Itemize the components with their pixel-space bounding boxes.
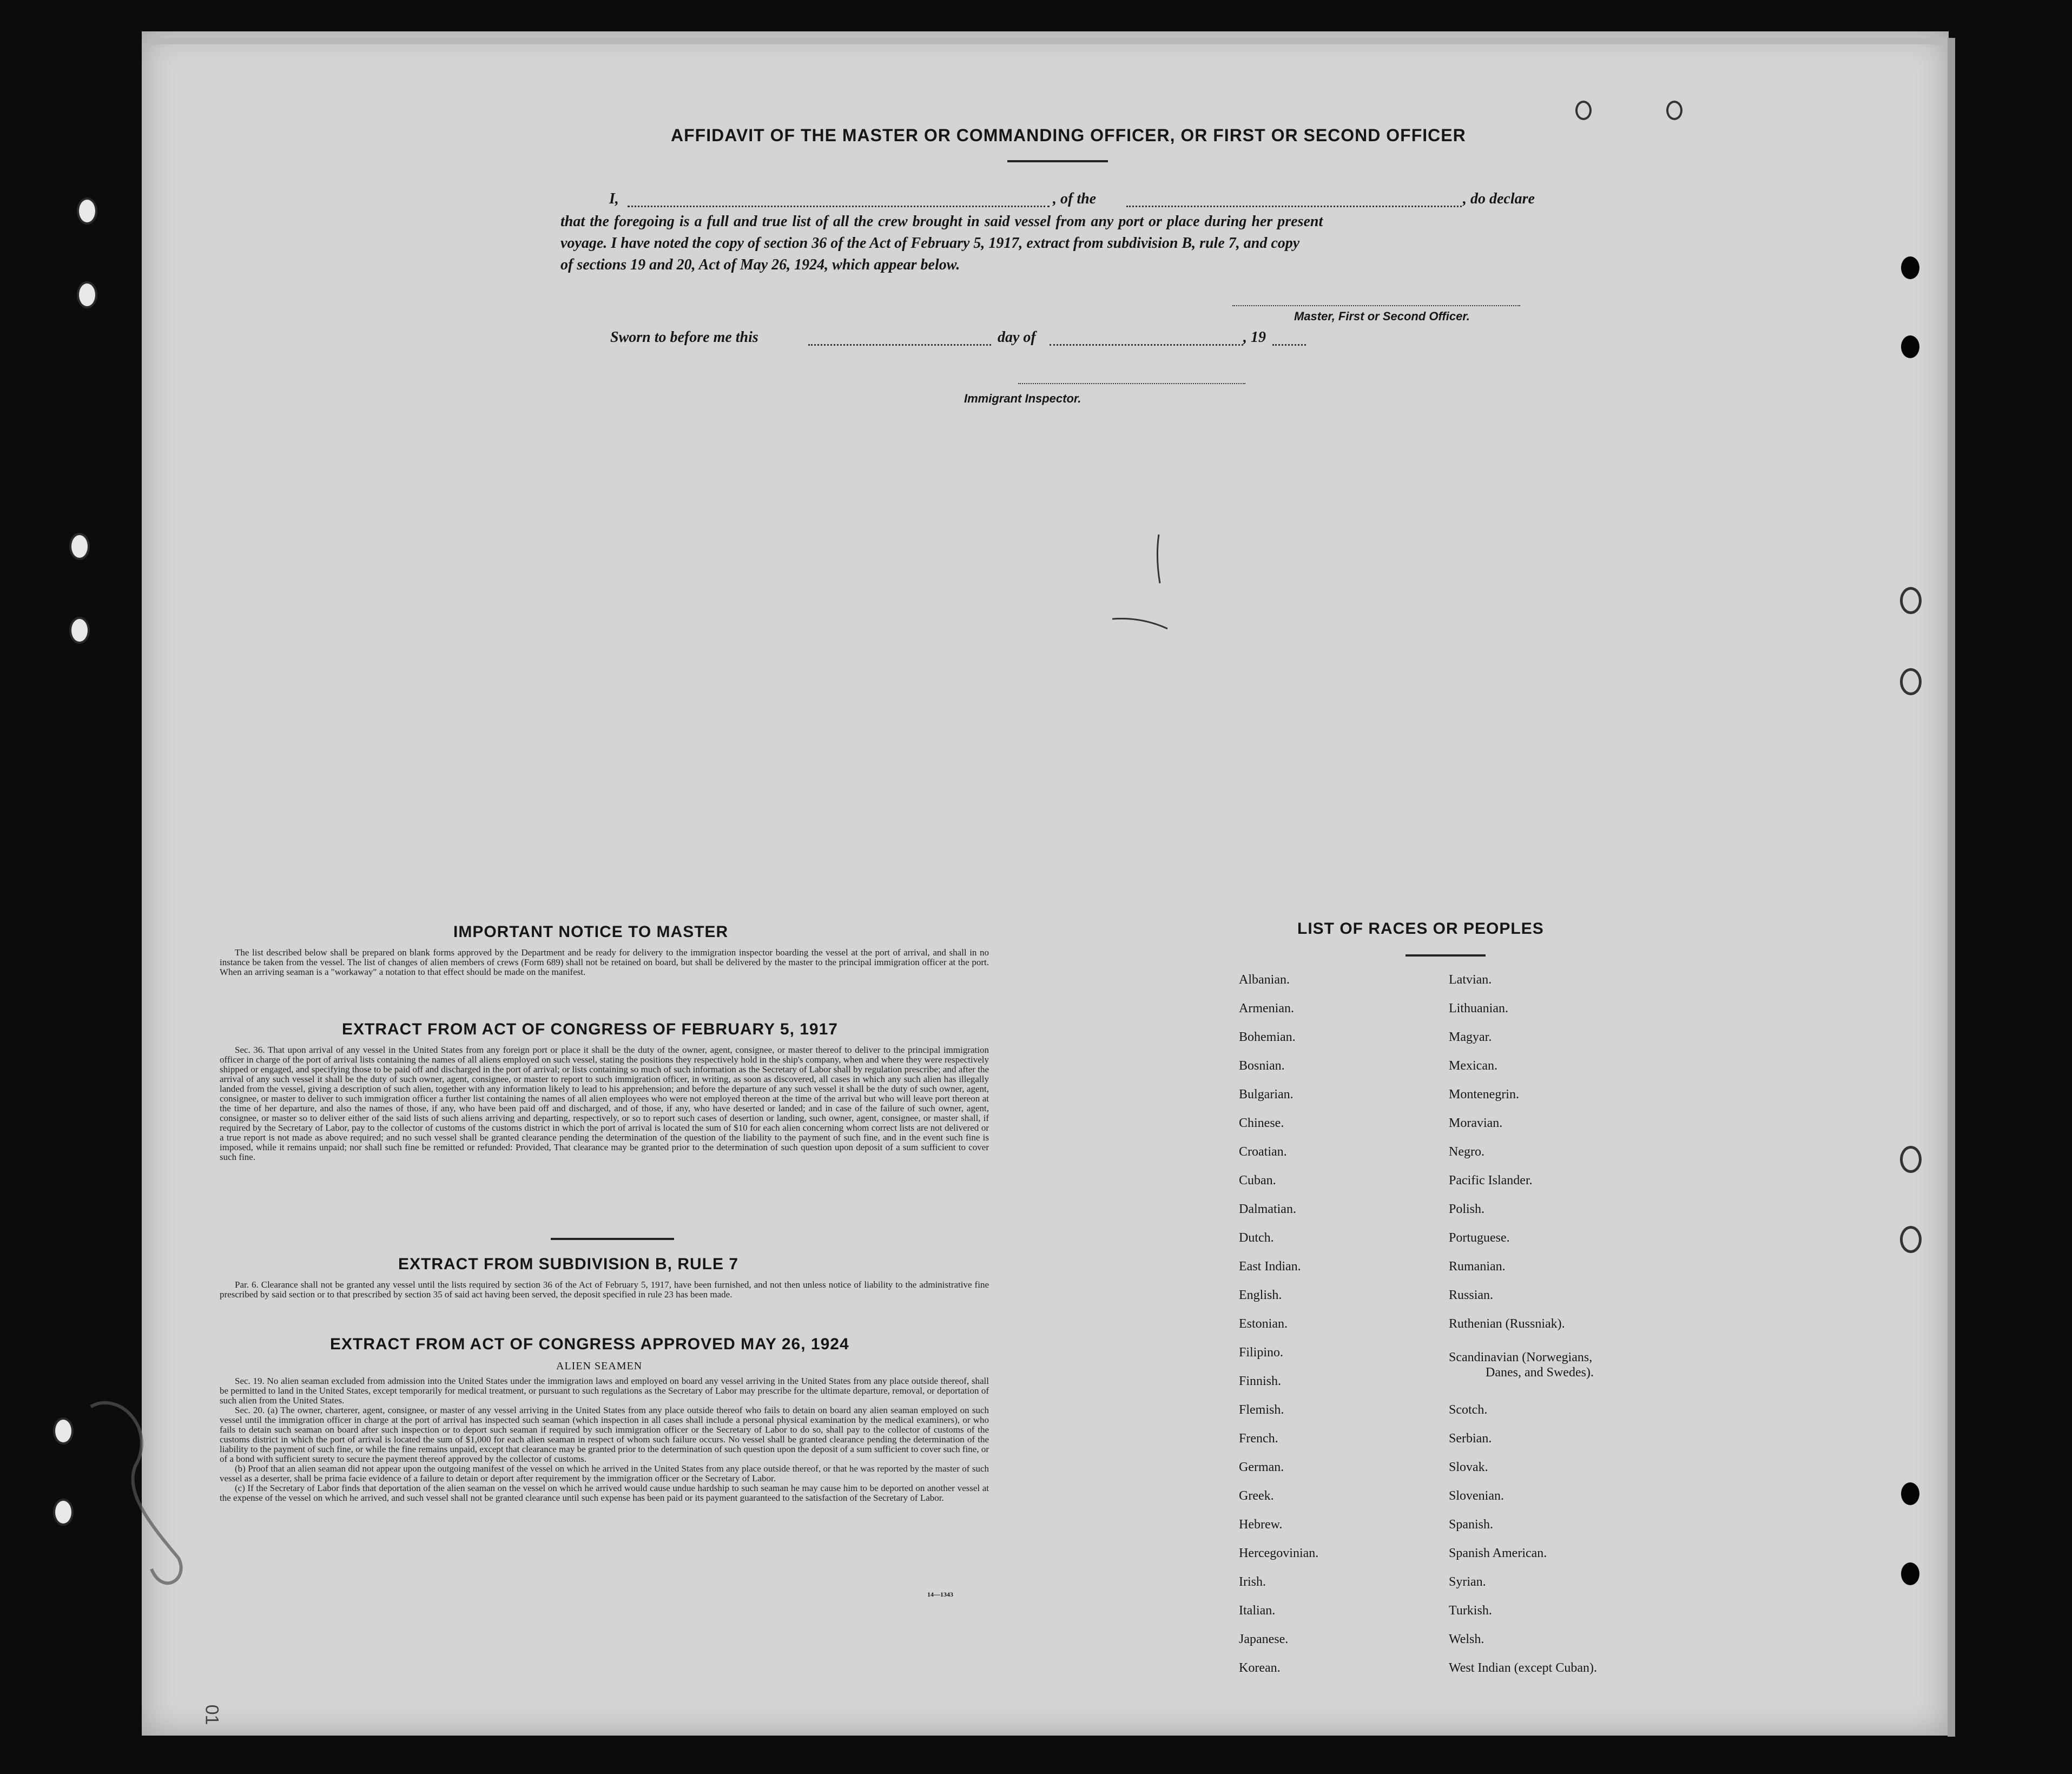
race-item: Dutch.: [1239, 1231, 1274, 1245]
binder-hole: [1900, 668, 1922, 695]
race-item: Moravian.: [1449, 1116, 1503, 1130]
notice-paragraph: The list described below shall be prepared on blank forms approved by the Department and be ready for delivery to the immigration inspector boarding the vessel at the port of arrival, and shall in no instance be taken from the vessel. The list of changes of alien members of crews (Form 689) shall not be retained on board, but shall be delivered by the master to the principal immigration officer at the port. When an arriving seaman is a "workaway" a notation to that effect should be made on the manifest.: [220, 947, 989, 977]
race-item: Croatian.: [1239, 1145, 1287, 1159]
form-number: 14—1343: [927, 1591, 953, 1598]
name-blank: [628, 205, 1050, 207]
race-item: Bohemian.: [1239, 1030, 1296, 1044]
binder-hole: [69, 617, 90, 644]
race-item: Spanish.: [1449, 1518, 1494, 1532]
race-item: English.: [1239, 1288, 1282, 1302]
race-item: Danes, and Swedes).: [1486, 1366, 1594, 1380]
binder-hole: [77, 281, 97, 308]
race-item: Bulgarian.: [1239, 1087, 1294, 1102]
races-title: LIST OF RACES OR PEOPLES: [1297, 920, 1544, 938]
affidavit-line-4: of sections 19 and 20, Act of May 26, 1924, which appear below.: [560, 256, 960, 273]
rule7-text: [220, 1280, 989, 1300]
inspector-line: [1018, 382, 1245, 384]
race-item: Rumanian.: [1449, 1259, 1506, 1274]
race-item: French.: [1239, 1432, 1278, 1446]
affidavit-line-3: voyage. I have noted the copy of section 36 of the Act of February 5, 1917, extract from subdivision B, rule 7, and copy: [560, 235, 1300, 252]
affidavit-title: AFFIDAVIT OF THE MASTER OR COMMANDING OFFICER, OR FIRST OR SECOND OFFICER: [671, 126, 1466, 145]
race-item: Turkish.: [1449, 1604, 1492, 1618]
binder-hole: [1901, 256, 1919, 279]
race-item: Filipino.: [1239, 1346, 1284, 1360]
binder-hole: [53, 1499, 74, 1526]
par6-paragraph: Par. 6. Clearance shall not be granted any vessel until the lists required by section 36 of the Act of February 5, 1917, have been furnished, and not then unless notice of liability to the administrative fine prescribed by said section or to that prescribed by section 35 of said act having been served, the deposit specified in rule 23 has been made.: [220, 1280, 989, 1300]
race-item: Ruthenian (Russniak).: [1449, 1317, 1565, 1331]
race-item: Lithuanian.: [1449, 1001, 1508, 1015]
sec20a-paragraph: Sec. 20. (a) The owner, charterer, agent, consignee, or master of any vessel arriving in the United States from any place outside thereof who fails to detain on board any alien seaman employed on such vessel until the immigration officer in charge at the port of arrival has inspected such seaman (which inspection in all cases shall include a personal physical examination by the medical examiners), or who fails to detain such seaman on board after such inspection or to deport such seaman if required by such immigration officer or the Secretary of Labor to do so, shall pay to the collector of customs of the customs district in which the port of arrival is located the sum of $1,000 for each alien seaman in respect of whom such failure occurs. No vessel shall be granted clearance pending the determination of the liability to the payment of such fine, or while the fine remains unpaid, except that clearance may be granted prior to the determination of such question upon the deposit of a sum sufficient to cover such fine, or of a bond with sufficient surety to secure the payment thereof approved by the collector of customs.: [220, 1405, 989, 1464]
race-item: East Indian.: [1239, 1259, 1301, 1274]
sworn-month-blank: [1050, 343, 1243, 346]
race-item: Finnish.: [1239, 1374, 1282, 1388]
race-item: Russian.: [1449, 1288, 1494, 1302]
extract-1917-text: [220, 1045, 989, 1162]
race-item: German.: [1239, 1460, 1284, 1474]
race-item: West Indian (except Cuban).: [1449, 1661, 1597, 1675]
race-item: Serbian.: [1449, 1432, 1492, 1446]
sworn-year-blank: [1272, 343, 1306, 346]
race-item: Flemish.: [1239, 1403, 1284, 1417]
sec19-paragraph: Sec. 19. No alien seaman excluded from admission into the United States under the immigration laws and employed on board any vessel arriving in the United States from any place outside thereof, shall be permitted to land in the United States, except temporarily for medical treatment, or pursuant to such regulations as the Secretary of Labor may prescribe for the ultimate departure, removal, or deportation of such alien from the United States.: [220, 1376, 989, 1406]
race-item: Scandinavian (Norwegians,: [1449, 1350, 1593, 1364]
notice-text: [220, 948, 989, 977]
race-item: Syrian.: [1449, 1575, 1486, 1589]
race-item: Greek.: [1239, 1489, 1274, 1503]
vessel-blank: [1126, 205, 1462, 207]
race-item: Negro.: [1449, 1145, 1484, 1159]
binder-hole: [1901, 335, 1919, 358]
race-item: Magyar.: [1449, 1030, 1492, 1044]
do-declare-label: , do declare: [1463, 190, 1535, 207]
race-item: Armenian.: [1239, 1001, 1294, 1015]
inspector-caption: Immigrant Inspector.: [964, 392, 1081, 405]
extract-1917-title: EXTRACT FROM ACT OF CONGRESS OF FEBRUARY 5, 1917: [342, 1020, 838, 1038]
signature-caption: Master, First or Second Officer.: [1294, 309, 1470, 323]
races-divider: [1405, 954, 1486, 957]
race-item: Pacific Islander.: [1449, 1173, 1533, 1188]
section-divider: [551, 1238, 674, 1240]
binder-hole: [1900, 1146, 1922, 1173]
binder-hole: [1900, 587, 1922, 614]
binder-hole: [1900, 1226, 1922, 1253]
sworn-day-blank: [808, 343, 991, 346]
sec20c-paragraph: (c) If the Secretary of Labor finds that deportation of the alien seaman on the vessel on which he arrived would cause undue hardship to such seaman he may cause him to be deported on another vessel at the expense of the vessel on which he arrived, and such vessel shall not be granted clearance until such expense has been paid or its payment guaranteed to the satisfaction of the Secretary of Labor.: [220, 1483, 989, 1503]
binder-hole: [53, 1417, 74, 1445]
margin-handwriting: 01: [201, 1704, 222, 1725]
race-item: Italian.: [1239, 1604, 1276, 1618]
race-item: Spanish American.: [1449, 1546, 1547, 1560]
race-item: Slovak.: [1449, 1460, 1488, 1474]
year-label: , 19: [1243, 329, 1266, 346]
of-the-label: , of the: [1053, 190, 1097, 207]
race-item: Irish.: [1239, 1575, 1266, 1589]
race-item: Montenegrin.: [1449, 1087, 1519, 1102]
binder-hole: [1901, 1562, 1919, 1585]
title-divider: [1007, 160, 1108, 162]
race-item: Chinese.: [1239, 1116, 1284, 1130]
punch-mark: [1575, 101, 1592, 120]
sworn-label: Sworn to before me this: [610, 329, 758, 346]
race-item: Hercegovinian.: [1239, 1546, 1319, 1560]
notice-title: IMPORTANT NOTICE TO MASTER: [453, 923, 729, 941]
punch-mark: [1666, 101, 1682, 120]
race-item: Cuban.: [1239, 1173, 1276, 1188]
binder-hole: [1901, 1482, 1919, 1505]
sec20b-paragraph: (b) Proof that an alien seaman did not appear upon the outgoing manifest of the vessel on which he arrived in the United States from any place outside thereof, or that he was reported by the master of such vessel as a deserter, shall be prima facie evidence of a failure to detain or deport after requirement by the immigration officer or the Secretary of Labor.: [220, 1463, 989, 1483]
race-item: Hebrew.: [1239, 1518, 1283, 1532]
binder-hole: [77, 197, 97, 225]
race-item: Scotch.: [1449, 1403, 1488, 1417]
race-item: Dalmatian.: [1239, 1202, 1296, 1216]
race-item: Polish.: [1449, 1202, 1485, 1216]
race-item: Slovenian.: [1449, 1489, 1504, 1503]
page-edge-top: [151, 38, 1948, 44]
race-item: Albanian.: [1239, 973, 1290, 987]
race-item: Welsh.: [1449, 1632, 1484, 1646]
race-item: Mexican.: [1449, 1059, 1497, 1073]
race-item: Japanese.: [1239, 1632, 1289, 1646]
affidavit-line-2: that the foregoing is a full and true list of all the crew brought in said vessel from any port or place during her present: [560, 213, 1323, 230]
race-item: Latvian.: [1449, 973, 1492, 987]
extract-1924-text: [220, 1376, 989, 1503]
race-item: Korean.: [1239, 1661, 1281, 1675]
declare-i: I,: [609, 190, 619, 207]
extract-1924-title: EXTRACT FROM ACT OF CONGRESS APPROVED MAY 26, 1924: [330, 1335, 849, 1353]
alien-seamen-subtitle: ALIEN SEAMEN: [556, 1360, 643, 1372]
day-of-label: day of: [998, 329, 1036, 346]
race-item: Estonian.: [1239, 1317, 1288, 1331]
page-edge-right: [1948, 38, 1955, 1737]
sec36-paragraph: Sec. 36. That upon arrival of any vessel in the United States from any foreign port or place it shall be the duty of the owner, agent, consignee, or master thereof to deliver to the principal immigration officer in charge of the port of arrival lists containing the names of all aliens employed on such vessel, stating the positions they respectively hold in the ship's company, when and where they were respectively shipped or engaged, and specifying those to be paid off and discharged in the port of arrival; or lists containing so much of such information as the Secretary of Labor shall by regulation prescribe; and after the arrival of any such vessel it shall be the duty of such owner, agent, consignee, or master to report to such immigration officer, in writing, as soon as discovered, all cases in which any such alien has illegally landed from the vessel, giving a description of such alien, together with any information likely to lead to his apprehension; and before the departure of any such vessel it shall be the duty of such owner, agent, consignee, or master to deliver to such immigration officer a further list containing the names of all alien employees who were not employed thereon at the time of the arrival but who will leave port thereon at the time of her departure, and also the names of those, if any, who have been paid off and discharged, and of those, if any, who have deserted or landed; and in case of the failure of such owner, agent, consignee, or master so to deliver either of the said lists of such aliens arriving and departing, respectively, or so to report such cases of desertion or landing, such owner, agent, consignee, or master shall, if required by the Secretary of Labor, pay to the collector of customs of the customs district in which the port of arrival is located the sum of $10 for each alien concerning whom correct lists are not delivered or a true report is not made as above required; and no such vessel shall be granted clearance pending the determination of the question of the liability to the payment of such fine, and in the event such fine is imposed, while it remains unpaid; nor shall such fine be remitted or refunded: Provided, That clearance may be granted prior to the determination of such question upon deposit of a sum sufficient to cover such fine.: [220, 1045, 989, 1162]
binder-hole: [69, 533, 90, 560]
race-item: Portuguese.: [1449, 1231, 1510, 1245]
race-item: Bosnian.: [1239, 1059, 1285, 1073]
rule7-title: EXTRACT FROM SUBDIVISION B, RULE 7: [398, 1255, 739, 1273]
signature-line: [1232, 304, 1520, 306]
